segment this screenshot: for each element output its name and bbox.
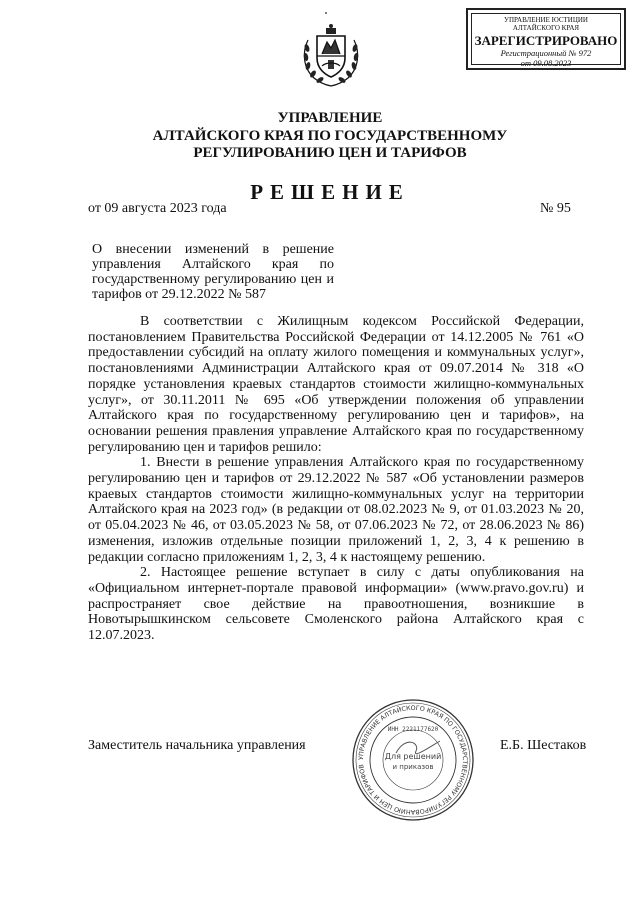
- stamp-reg-date: от 09.08.2023: [520, 58, 572, 68]
- document-subject: О внесении изменений в решение управления Алтайского края по государственному регулированию цен и тарифов от 29.12.2022 № 587: [92, 242, 334, 302]
- document-body: [88, 314, 584, 644]
- stamp-title: ЗАРЕГИСТРИРОВАНО: [474, 33, 618, 48]
- registration-stamp-frame: [471, 13, 621, 68]
- stamp-org-line2: АЛТАЙСКОГО КРАЯ: [512, 24, 580, 32]
- issuing-authority-line1: УПРАВЛЕНИЕ: [277, 110, 383, 126]
- document-number: № 95: [540, 201, 571, 216]
- body-paragraph-item-1: 1. Внести в решение управления Алтайского края по государственному регулированию цен и тарифов от 29.12.2022 № 587 «Об установлении размеров краевых стандартов стоимости жилищно-коммунальных услуг на территории Алтайского края на 2023 год» (в редакции от 08.02.2023 № 9, от 01.03.2023 № 20, от 05.04.2023 № 46, от 03.05.2023 № 58, от 07.06.2023 № 72, от 28.06.2023 № 86) изменения, изложив отдельные позиции приложений 1, 2, 3, 4 к решению в редакции согласно приложениям 1, 2, 3, 4 к настоящему решению.: [88, 455, 584, 565]
- seal-center-line1: Для решений: [384, 752, 442, 761]
- signatory-position: Заместитель начальника управления: [88, 738, 306, 753]
- seal-inn: ИНН 2221177620: [387, 726, 439, 733]
- issuing-authority-line2: АЛТАЙСКОГО КРАЯ ПО ГОСУДАРСТВЕННОМУ: [152, 127, 508, 144]
- stamp-org-line1: УПРАВЛЕНИЕ ЮСТИЦИИ: [504, 16, 588, 24]
- issuing-authority-line3: РЕГУЛИРОВАНИЮ ЦЕН И ТАРИФОВ: [193, 145, 467, 161]
- issuing-authority: [120, 110, 540, 163]
- body-paragraph-item-2: 2. Настоящее решение вступает в силу с даты опубликования на «Официальном интернет-портале правовой информации» (www.pravo.gov.ru) и распространяет свое действие на правоотношения, возникшие в Новотырышкинском сельсовете Смоленского района Алтайского края с 12.07.2023.: [88, 565, 584, 644]
- seal-center-line2: и приказов: [392, 763, 434, 771]
- body-paragraph-preamble: В соответствии с Жилищным кодексом Российской Федерации, постановлением Правительства Российской Федерации от 14.12.2005 № 761 «О предоставлении субсидий на оплату жилого помещения и коммунальных услуг», постановлениями Администрации Алтайского края от 09.07.2014 № 318 «О порядке установления краевых стандартов стоимости жилищно-коммунальных услуг», от 30.11.2011 № 695 «Об утверждении положения об управлении Алтайского края по государственному регулированию цен и тарифов», на основании решения правления управление Алтайского края по государственному регулированию цен и тарифов решило:: [88, 314, 584, 455]
- scan-dot: [325, 12, 327, 14]
- stamp-reg-number: Регистрационный № 972: [500, 48, 592, 58]
- seal-ring-text: УПРАВЛЕНИЕ АЛТАЙСКОГО КРАЯ ПО ГОСУДАРСТВЕННОМУ РЕГУЛИРОВАНИЮ ЦЕН И ТАРИФОВ: [357, 704, 469, 816]
- document-type-title: РЕШЕНИЕ: [250, 180, 410, 204]
- coat-of-arms-icon: [300, 22, 362, 88]
- signatory-name: Е.Б. Шестаков: [500, 738, 587, 753]
- official-seal: [350, 697, 476, 823]
- document-date: от 09 августа 2023 года: [88, 201, 227, 216]
- registration-stamp: [466, 8, 626, 70]
